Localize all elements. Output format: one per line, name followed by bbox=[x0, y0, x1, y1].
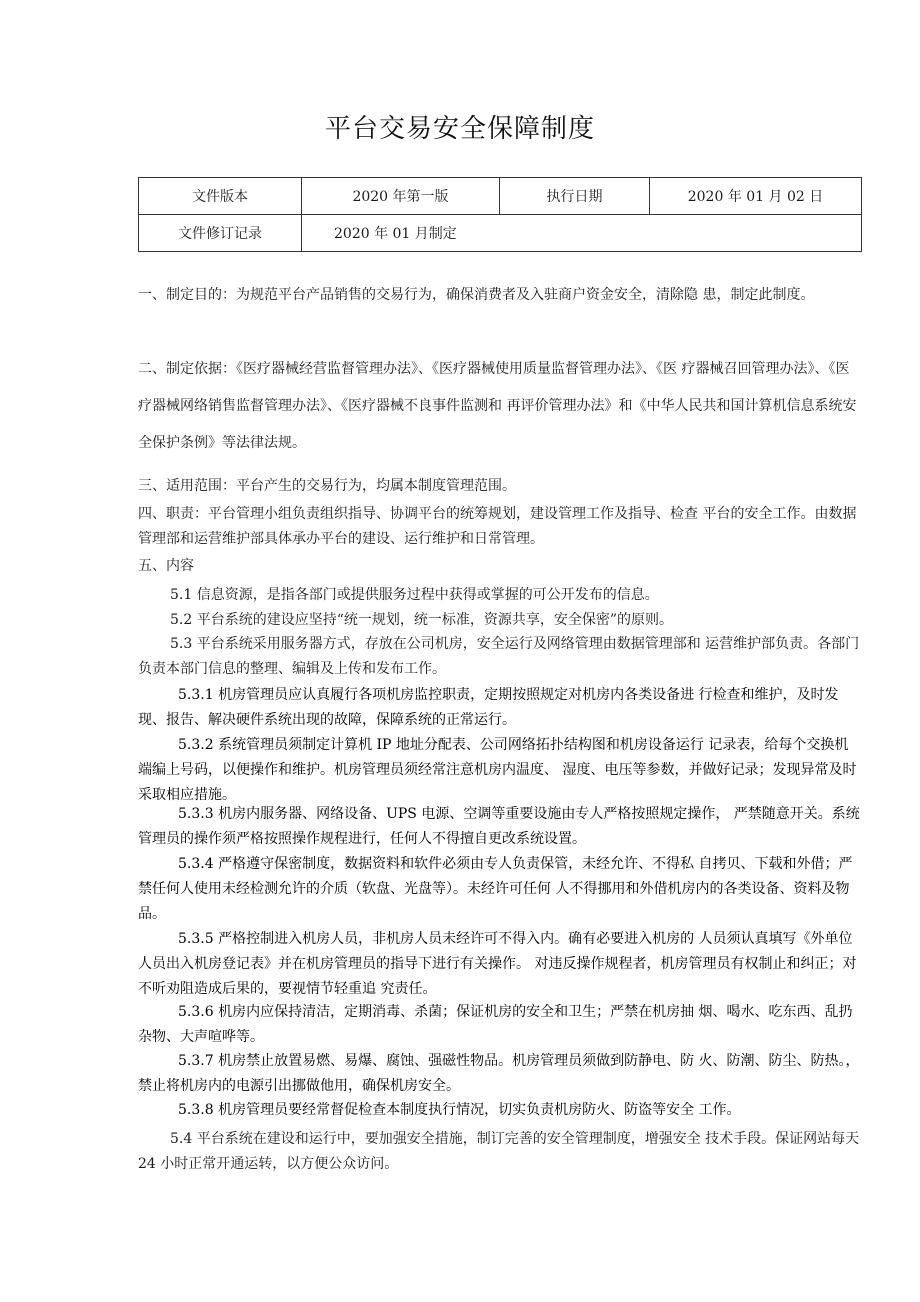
clause-5-2: 5.2 平台系统的建设应坚持“统一规划，统一标准，资源共享，安全保密”的原则。 bbox=[170, 612, 674, 628]
clause-5-3-2: 5.3.2 系统管理员须制定计算机 IP 地址分配表、公司网络拓扑结构图和机房设备运行 记录表，给每个交换机端编上号码，以便操作和维护。机房管理员须经常注意机房内温度、 湿度、电压等参数，并做好记录；发现异常及时采取相应措施。 bbox=[138, 737, 857, 803]
section-scope: 三、适用范围：平台产生的交易行为，均属本制度管理范围。 bbox=[138, 478, 516, 494]
clause-5-3-3: 5.3.3 机房内服务器、网络设备、UPS 电源、空调等重要设施由专人严格按照规定操作， 严禁随意开关。系统管理员的操作须严格按照操作规程进行，任何人不得擅自更改系统设置。 bbox=[138, 806, 860, 847]
document-meta-table bbox=[138, 177, 862, 252]
effective-date-label: 执行日期 bbox=[500, 178, 650, 215]
section-content-heading: 五、内容 bbox=[138, 558, 194, 574]
clause-5-3-7: 5.3.7 机房禁止放置易燃、易爆、腐蚀、强磁性物品。机房管理员须做到防静电、防 火、防潮、防尘、防热。，禁止将机房内的电源引出挪做他用，确保机房安全。 bbox=[138, 1053, 860, 1094]
clause-5-4: 5.4 平台系统在建设和运行中，要加强安全措施，制订完善的安全管理制度，增强安全 技术手段。保证网站每天 24 小时正常开通运转，以方便公众访问。 bbox=[138, 1131, 860, 1172]
clause-5-3-1: 5.3.1 机房管理员应认真履行各项机房监控职责，定期按照规定对机房内各类设备进 行检查和维护，及时发现、报告、解决硬件系统出现的故障，保障系统的正常运行。 bbox=[138, 687, 839, 728]
clause-5-3-5: 5.3.5 严格控制进入机房人员，非机房人员未经许可不得入内。确有必要进入机房的 人员须认真填写《外单位人员出入机房登记表》并在机房管理员的指导下进行有关操作。 对违反操作规程者，机房管理员有权制止和纠正；对不听劝阻造成后果的，要视情节轻重追 究责任。 bbox=[138, 931, 857, 997]
effective-date-value: 2020 年 01 月 02 日 bbox=[650, 178, 862, 215]
revision-value: 2020 年 01 月制定 bbox=[302, 215, 862, 252]
clause-5-3-8: 5.3.8 机房管理员要经常督促检查本制度执行情况，切实负责机房防火、防盗等安全 工作。 bbox=[178, 1102, 741, 1118]
clause-5-1: 5.1 信息资源，是指各部门或提供服务过程中获得或掌握的可公开发布的信息。 bbox=[170, 587, 659, 603]
revision-label: 文件修订记录 bbox=[139, 215, 302, 252]
version-value: 2020 年第一版 bbox=[302, 178, 500, 215]
meta-row-version bbox=[139, 178, 862, 215]
section-basis: 二、制定依据：《医疗器械经营监督管理办法》、《医疗器械使用质量监督管理办法》、《医 疗器械召回管理办法》、《医疗器械网络销售监督管理办法》、《医疗器械不良事件监测和 再评价管理办法》和《中华人民共和国计算机信息系统安全保护条例》等法律法规。 bbox=[138, 361, 857, 451]
document-title: 平台交易安全保障制度 bbox=[324, 114, 595, 144]
meta-row-revision bbox=[139, 215, 862, 252]
clause-5-3-4: 5.3.4 严格遵守保密制度，数据资料和软件必须由专人负责保管，未经允许、不得私 自拷贝、下载和外借；严禁任何人使用未经检测允许的介质（软盘、光盘等）。未经许可任何 人不得挪用和外借机房内的各类设备、资料及物品。 bbox=[138, 856, 853, 922]
section-duties: 四、职责：平台管理小组负责组织指导、协调平台的统筹规划，建设管理工作及指导、检查 平台的安全工作。由数据管理部和运营维护部具体承办平台的建设、运行维护和日常管理。 bbox=[138, 506, 857, 547]
section-purpose: 一、制定目的：为规范平台产品销售的交易行为，确保消费者及入驻商户资金安全，清除隐 患，制定此制度。 bbox=[138, 287, 815, 303]
version-label: 文件版本 bbox=[139, 178, 302, 215]
clause-5-3-6: 5.3.6 机房内应保持清洁，定期消毒、杀菌；保证机房的安全和卫生；严禁在机房抽 烟、喝水、吃东西、乱扔杂物、大声喧哗等。 bbox=[138, 1004, 853, 1045]
clause-5-3: 5.3 平台系统采用服务器方式，存放在公司机房，安全运行及网络管理由数据管理部和 运营维护部负责。各部门负责本部门信息的整理、编辑及上传和发布工作。 bbox=[138, 636, 860, 677]
